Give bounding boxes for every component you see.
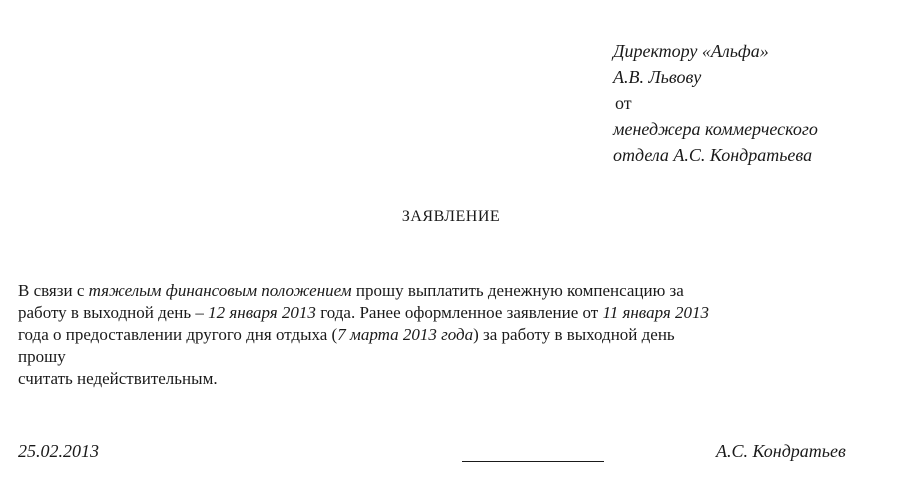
body-line-3 [18,324,868,346]
addressee-name: А.В. Львову [613,67,702,87]
signature-line [462,461,604,462]
body-italic-date: 12 января 2013 [208,303,316,322]
body-italic-date: 11 января 2013 [602,303,709,322]
sender-department: отдела А.С. Кондратьева [613,145,813,165]
body-line-1 [18,280,868,302]
addressee-from: от [615,93,632,113]
signatory-name: А.С. Кондратьев [716,441,846,461]
addressee-director: Директору «Альфа» [613,41,769,61]
body-italic-reason: тяжелым финансовым положением [88,281,352,300]
body-text-segment: года о предоставлении другого дня отдыха ( [18,325,338,344]
body-text-segment: года. Ранее оформленное заявление от [315,303,603,322]
body-text-segment: работу в выходной день – [18,303,209,322]
body-line-4: прошу [18,347,66,366]
body-line-5: считать недействительным. [18,369,218,388]
sender-position: менеджера коммерческого [613,119,818,139]
body-text-segment: ) за работу в выходной день [473,325,675,344]
document-title [0,208,900,226]
document-title-text: ЗАЯВЛЕНИЕ [401,208,501,225]
body-text-segment: В связи с [18,281,89,300]
body-italic-date: 7 марта 2013 года [337,325,474,344]
statement-body [18,280,868,390]
body-line-2 [18,302,868,324]
body-text-segment: прошу выплатить денежную компенсацию за [351,281,684,300]
addressee-block [613,38,818,168]
signature-date: 25.02.2013 [18,441,99,461]
